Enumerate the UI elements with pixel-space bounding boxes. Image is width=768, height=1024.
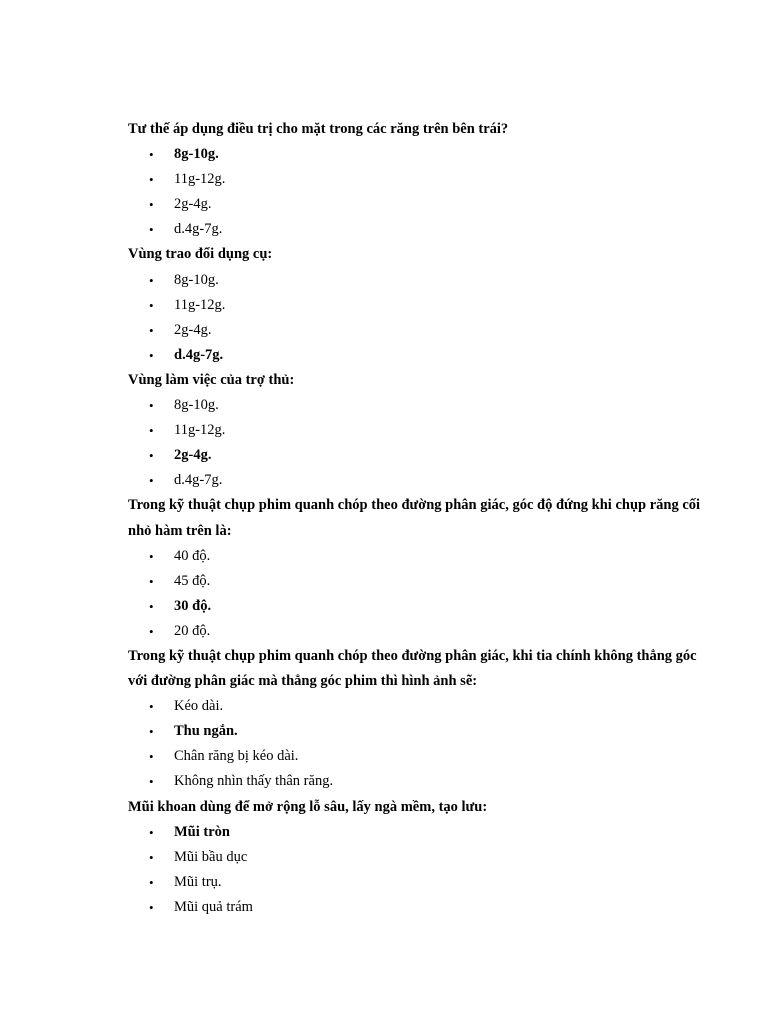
bullet-icon: •	[149, 347, 154, 363]
bullet-icon: •	[149, 548, 154, 564]
option-text: 45 độ.	[174, 572, 211, 589]
option-item	[128, 694, 708, 719]
bullet-icon: •	[149, 623, 154, 639]
document-page	[128, 117, 708, 920]
option-text: 2g-4g.	[174, 447, 212, 464]
bullet-icon: •	[149, 598, 154, 614]
bullet-icon: •	[149, 899, 154, 915]
bullet-icon: •	[149, 573, 154, 589]
question-2-text: Vùng trao đổi dụng cụ:	[128, 246, 273, 263]
option-item	[128, 443, 708, 468]
question-6-options	[128, 820, 708, 920]
option-item	[128, 167, 708, 192]
option-text: 2g-4g.	[174, 321, 212, 338]
option-item	[128, 293, 708, 318]
option-item	[128, 769, 708, 794]
option-text: Kéo dài.	[174, 698, 224, 715]
option-item	[128, 192, 708, 217]
option-item	[128, 217, 708, 242]
option-item	[128, 820, 708, 845]
bullet-icon: •	[149, 448, 154, 464]
bullet-icon: •	[149, 423, 154, 439]
question-1-text: Tư thế áp dụng điều trị cho mặt trong các răng trên bên trái?	[128, 121, 509, 137]
bullet-icon: •	[149, 874, 154, 890]
question-4-options	[128, 544, 708, 644]
option-text: Chân răng bị kéo dài.	[174, 748, 299, 765]
option-item	[128, 418, 708, 443]
option-item	[128, 142, 708, 167]
option-text: 11g-12g.	[174, 296, 226, 313]
option-text: 40 độ.	[174, 547, 211, 564]
option-text: 8g-10g.	[174, 271, 219, 288]
bullet-icon: •	[149, 824, 154, 840]
option-item	[128, 468, 708, 493]
option-item	[128, 719, 708, 744]
question-5-options	[128, 694, 708, 794]
option-item	[128, 744, 708, 769]
option-text: Mũi trụ.	[174, 873, 222, 890]
bullet-icon: •	[149, 222, 154, 238]
option-text: Mũi tròn	[174, 823, 230, 840]
bullet-icon: •	[149, 849, 154, 865]
bullet-icon: •	[149, 197, 154, 213]
option-item	[128, 845, 708, 870]
bullet-icon: •	[149, 473, 154, 489]
option-text: Mũi quả trám	[174, 898, 253, 915]
bullet-icon: •	[149, 398, 154, 414]
bullet-icon: •	[149, 724, 154, 740]
option-text: d.4g-7g.	[174, 221, 223, 238]
option-text: d.4g-7g.	[174, 346, 224, 363]
question-2-options	[128, 268, 708, 368]
option-text: 20 độ.	[174, 622, 211, 639]
question-6-text: Mũi khoan dùng để mở rộng lỗ sâu, lấy ngà mềm, tạo lưu:	[128, 798, 488, 815]
option-item	[128, 619, 708, 644]
option-text: 30 độ.	[174, 597, 212, 614]
option-text: Mũi bầu dục	[174, 848, 248, 865]
option-text: d.4g-7g.	[174, 472, 223, 489]
question-5-text: Trong kỹ thuật chụp phim quanh chóp theo đường phân giác, khi tia chính không thẳng góc với đường phân giác mà thẳng góc phim thì hình ảnh sẽ:	[128, 647, 697, 690]
option-text: Không nhìn thấy thân răng.	[174, 773, 334, 790]
bullet-icon: •	[149, 749, 154, 765]
option-text: 2g-4g.	[174, 196, 212, 213]
question-4-text: Trong kỹ thuật chụp phim quanh chóp theo đường phân giác, góc độ đứng khi chụp răng cối nhỏ hàm trên là:	[128, 497, 701, 539]
question-1-options	[128, 142, 708, 242]
option-item	[128, 895, 708, 920]
bullet-icon: •	[149, 172, 154, 188]
bullet-icon: •	[149, 774, 154, 790]
option-item	[128, 594, 708, 619]
bullet-icon: •	[149, 322, 154, 338]
bullet-icon: •	[149, 297, 154, 313]
option-text: 8g-10g.	[174, 146, 219, 163]
question-3-text: Vùng làm việc của trợ thủ:	[128, 371, 295, 388]
option-item	[128, 569, 708, 594]
option-text: Thu ngắn.	[174, 723, 238, 740]
option-item	[128, 343, 708, 368]
option-item	[128, 544, 708, 569]
option-item	[128, 393, 708, 418]
option-item	[128, 318, 708, 343]
bullet-icon: •	[149, 699, 154, 715]
option-text: 11g-12g.	[174, 422, 226, 439]
option-text: 8g-10g.	[174, 397, 219, 414]
question-3-options	[128, 393, 708, 493]
option-item	[128, 870, 708, 895]
bullet-icon: •	[149, 147, 154, 163]
bullet-icon: •	[149, 272, 154, 288]
option-item	[128, 268, 708, 293]
option-text: 11g-12g.	[174, 171, 226, 188]
